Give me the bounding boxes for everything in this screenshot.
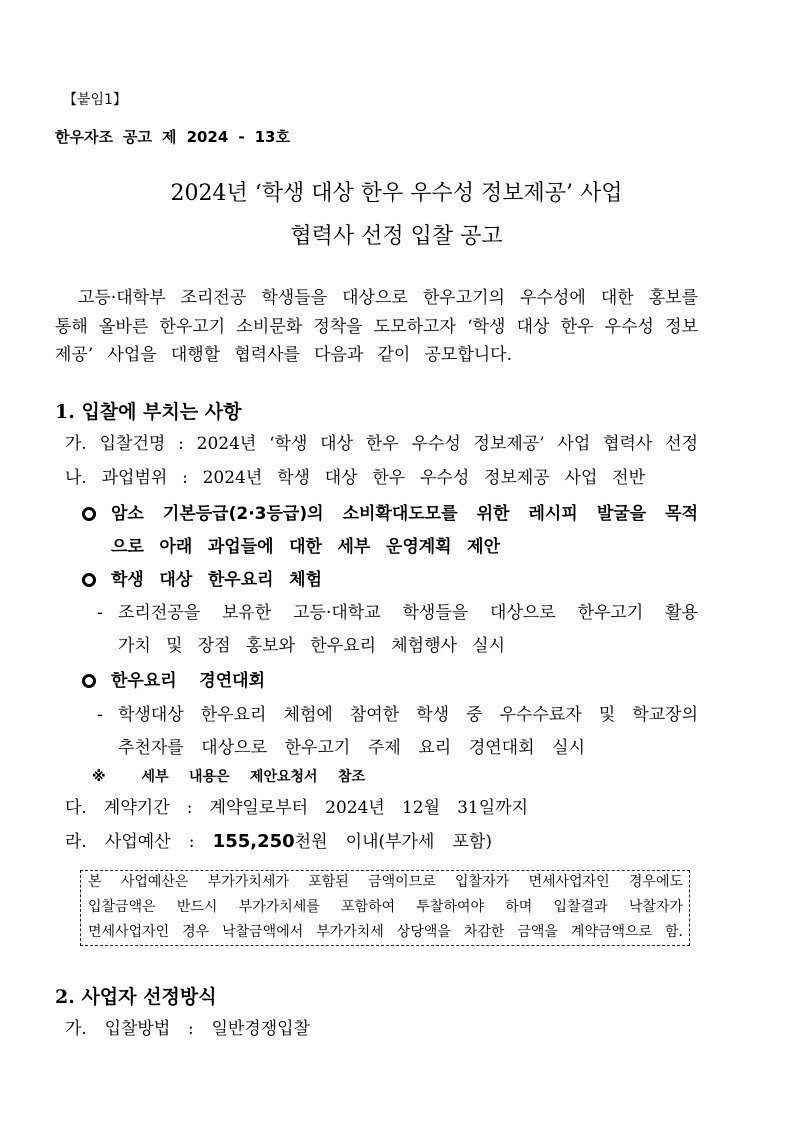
bullet-text-line: 으로 아래 과업들에 대한 세부 운영계획 제안 bbox=[111, 537, 500, 557]
bullet-title: 한우요리 경연대회 bbox=[111, 671, 265, 691]
item-bid-title: 가. 입찰건명 : 2024년 ‘학생 대상 한우 우수성 정보제공’ 사업 협력사 선정 bbox=[65, 434, 698, 454]
budget-notice-line: 본 사업예산은 부가가치세가 포함된 금액이므로 입찰자가 면세사업자인 경우에도 bbox=[88, 874, 683, 890]
budget-unit: 천원 이내(부가세 포함) bbox=[294, 832, 493, 852]
item-work-scope: 나. 과업범위 : 2024년 학생 대상 한우 우수성 정보제공 사업 전반 bbox=[65, 468, 645, 488]
section-1-heading: 1. 입찰에 부치는 사항 bbox=[55, 401, 242, 423]
section-2-heading: 2. 사업자 선정방식 bbox=[55, 986, 217, 1008]
item-budget bbox=[65, 830, 492, 854]
attachment-label: 【붙임1】 bbox=[63, 92, 127, 108]
hollow-circle-bullet-icon bbox=[82, 507, 96, 521]
budget-notice-line: 면세사업자인 경우 낙찰금액에서 부가가치세 상당액을 차감한 금액을 계약금액으로 함. bbox=[88, 924, 683, 940]
bullet-detail-line: 추천자를 대상으로 한우고기 주제 요리 경연대회 실시 bbox=[118, 738, 585, 758]
document-title-line2: 협력사 선정 입찰 공고 bbox=[290, 224, 503, 249]
bullet-detail-line: 조리전공을 보유한 고등·대학교 학생들을 대상으로 한우고기 활용 bbox=[118, 603, 698, 623]
dash-marker: - bbox=[97, 705, 103, 725]
intro-line: 통해 올바른 한우고기 소비문화 정착을 도모하고자 ‘학생 대상 한우 우수성 정보 bbox=[55, 317, 698, 337]
hollow-circle-bullet-icon bbox=[82, 674, 96, 688]
hollow-circle-bullet-icon bbox=[82, 573, 96, 587]
document-title-line1: 2024년 ‘학생 대상 한우 우수성 정보제공’ 사업 bbox=[170, 181, 623, 206]
budget-notice-box bbox=[80, 870, 690, 946]
budget-notice-line: 입찰금액은 반드시 부가가치세를 포함하여 투찰하여야 하며 입찰결과 낙찰자가 bbox=[88, 899, 683, 915]
bullet-text-line: 암소 기본등급(2·3등급)의 소비확대도모를 위한 레시피 발굴을 목적 bbox=[111, 504, 698, 524]
reference-note: ※ 세부 내용은 제안요청서 참조 bbox=[92, 769, 365, 785]
intro-line: 고등·대학부 조리전공 학생들을 대상으로 한우고기의 우수성에 대한 홍보를 bbox=[78, 288, 698, 308]
intro-line: 제공’ 사업을 대행할 협력사를 다음과 같이 공모합니다. bbox=[55, 345, 512, 365]
bullet-title: 학생 대상 한우요리 체험 bbox=[111, 570, 322, 590]
dash-marker: - bbox=[97, 603, 103, 623]
item-bid-method: 가. 입찰방법 : 일반경쟁입찰 bbox=[65, 1019, 310, 1039]
bullet-detail-line: 가치 및 장점 홍보와 한우요리 체험행사 실시 bbox=[118, 636, 505, 656]
notice-number: 한우자조 공고 제 2024 - 13호 bbox=[55, 128, 290, 146]
budget-label: 라. 사업예산 : bbox=[65, 832, 213, 852]
bullet-detail-line: 학생대상 한우요리 체험에 참여한 학생 중 우수수료자 및 학교장의 bbox=[118, 705, 698, 725]
item-contract-period: 다. 계약기간 : 계약일로부터 2024년 12월 31일까지 bbox=[65, 798, 528, 818]
budget-amount: 155,250 bbox=[212, 831, 295, 852]
